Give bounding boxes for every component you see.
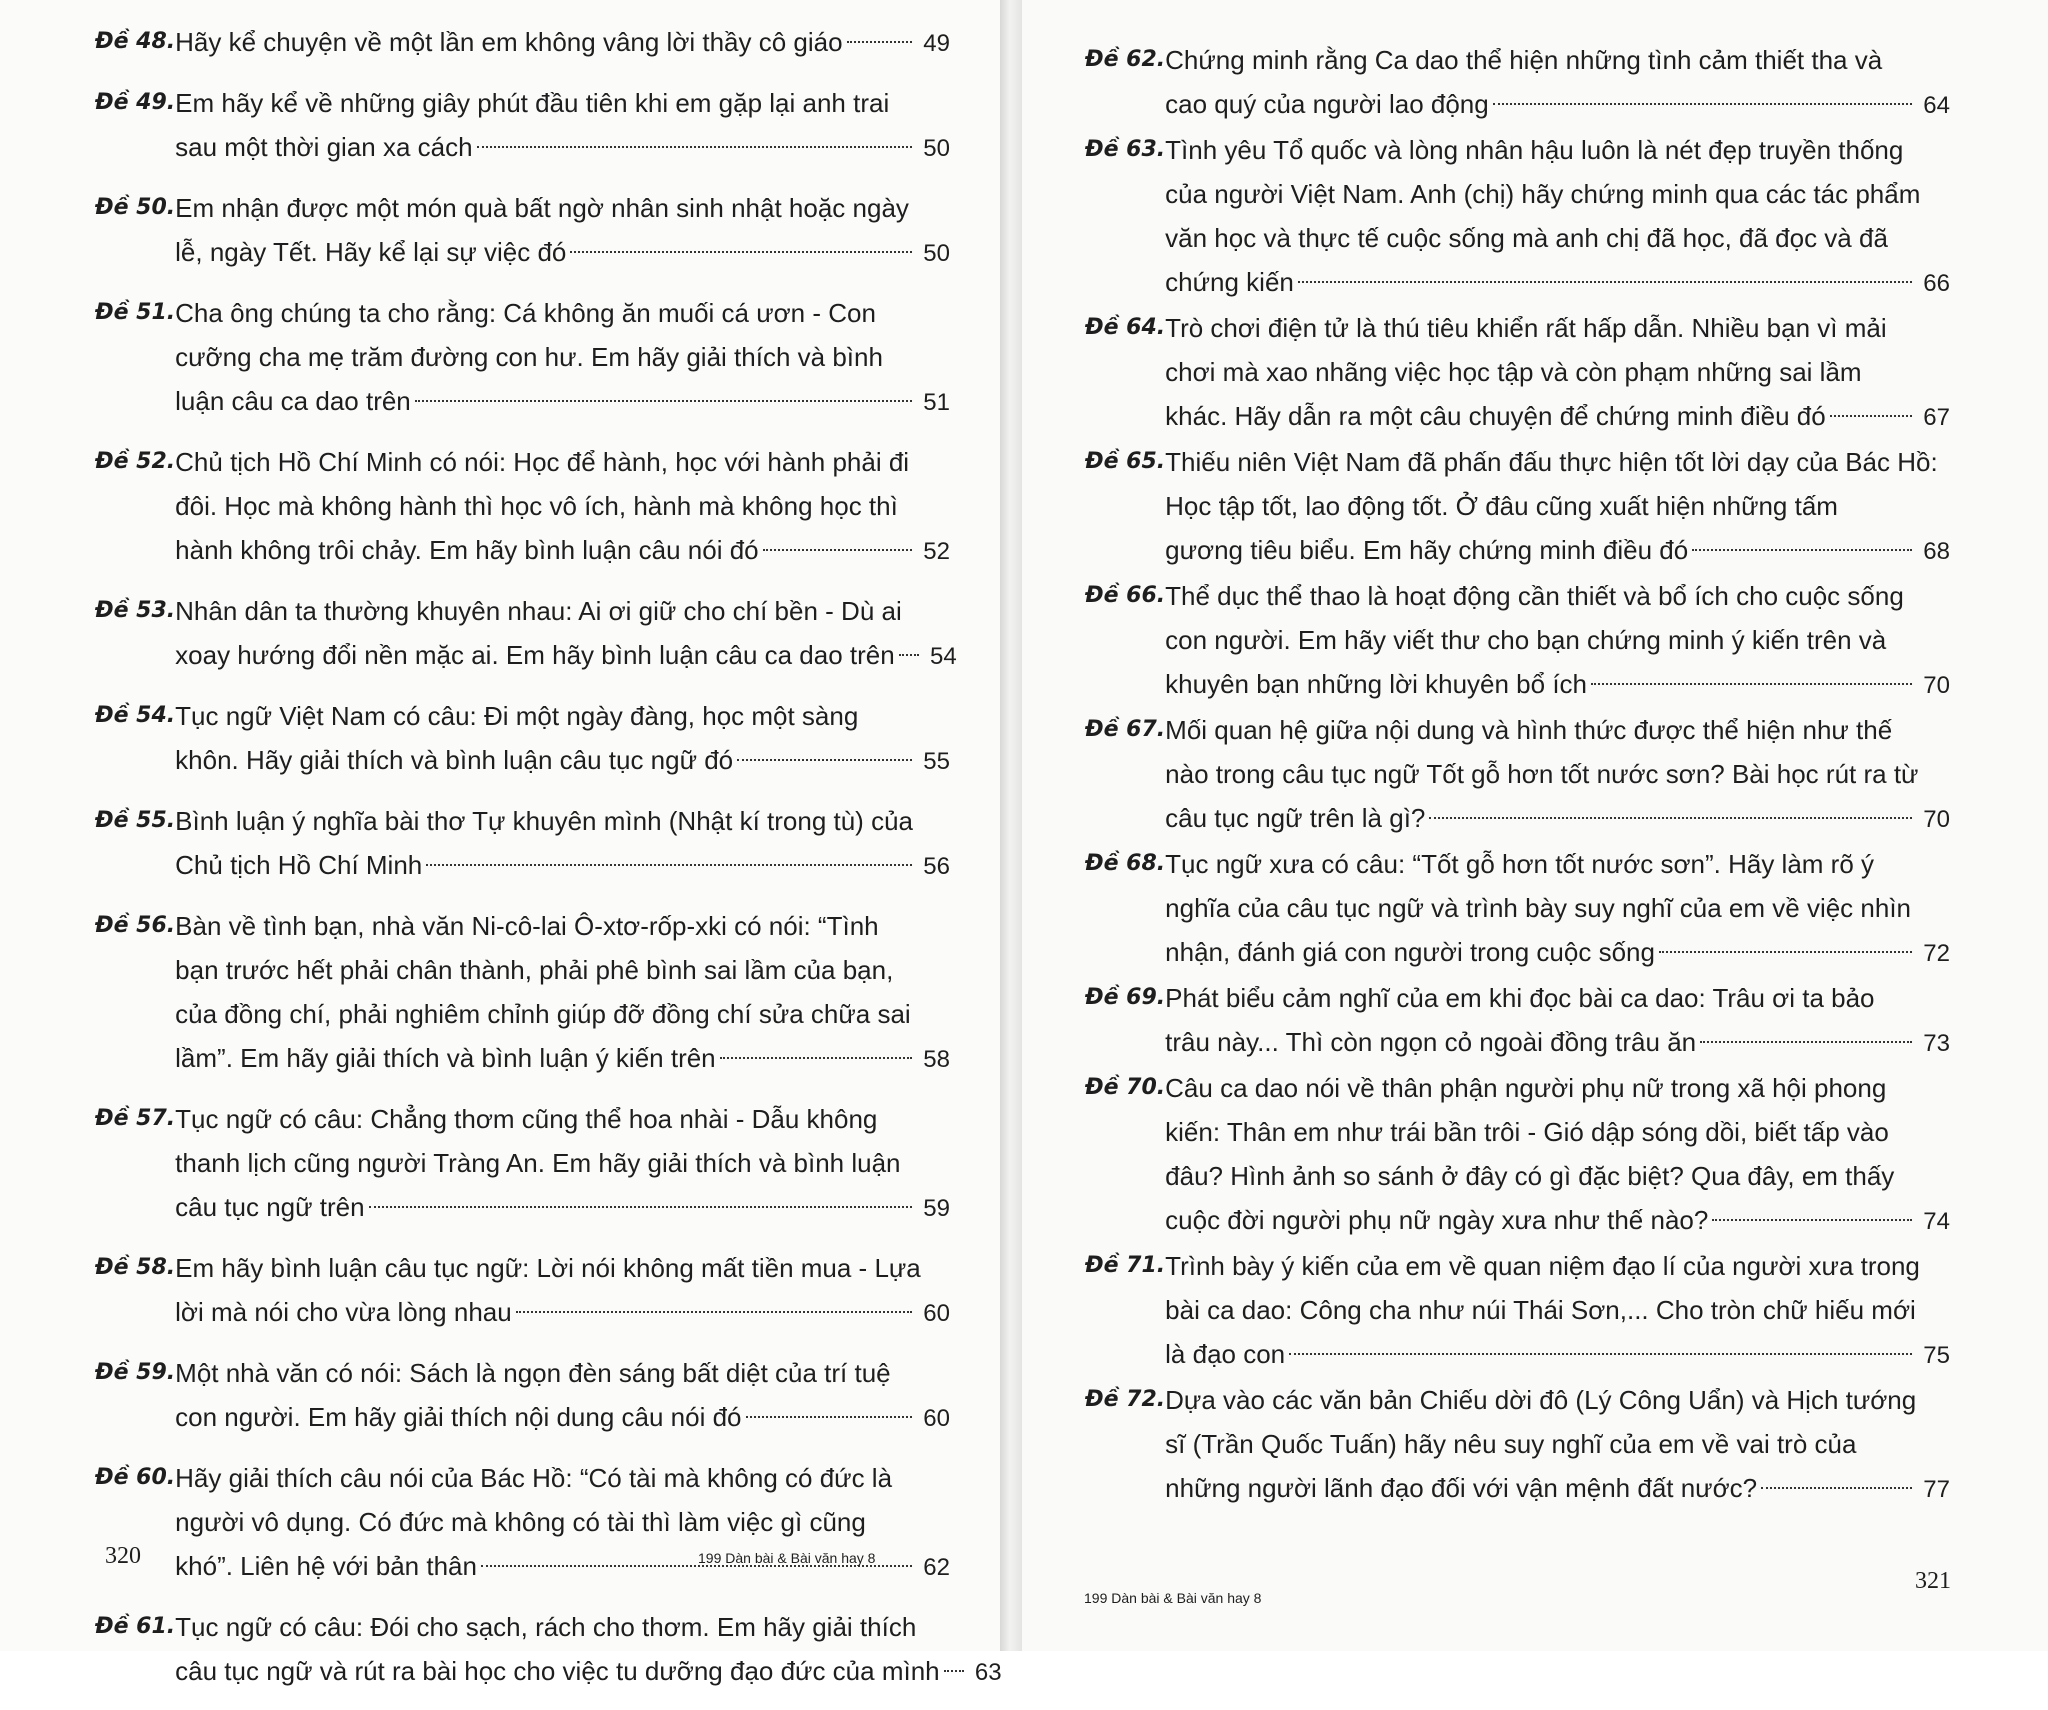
- entry-number: Đề 53.: [95, 598, 176, 623]
- entry-line: Bình luận ý nghĩa bài thơ Tự khuyên mình (Nhật kí trong tù) của: [175, 806, 913, 836]
- entry-number: Đề 72.: [1085, 1387, 1166, 1412]
- entry-text: [1165, 708, 1950, 842]
- toc-entry: [95, 904, 950, 1082]
- page-reference: 77: [1923, 1476, 1950, 1503]
- entry-last-line: [175, 20, 950, 66]
- entry-line: Mối quan hệ giữa nội dung và hình thức được thể hiện như thế: [1165, 715, 1893, 745]
- entry-number: Đề 68.: [1085, 851, 1166, 876]
- entry-last-text: câu tục ngữ trên là gì?: [1165, 803, 1426, 833]
- entry-last-text: trâu này... Thì còn ngọn cỏ ngoài đồng trâu ăn: [1165, 1027, 1697, 1057]
- entry-text: [175, 81, 950, 171]
- toc-list-right: [1085, 38, 1950, 1512]
- entry-last-text: lời mà nói cho vừa lòng nhau: [175, 1297, 512, 1327]
- toc-entry: [1085, 306, 1950, 440]
- entry-number: Đề 69.: [1085, 985, 1166, 1010]
- entry-last-text: câu tục ngữ và rút ra bài học cho việc tu dưỡng đạo đức của mình: [175, 1656, 940, 1686]
- entry-text: [175, 799, 950, 889]
- page-reference: 73: [1923, 1030, 1950, 1057]
- entry-line: Chủ tịch Hồ Chí Minh có nói: Học để hành, học với hành phải đi: [175, 447, 910, 477]
- entry-line: của người Việt Nam. Anh (chị) hãy chứng minh qua các tác phẩm: [1165, 179, 1921, 209]
- entry-last-line: [175, 1036, 950, 1082]
- page-reference: 52: [923, 538, 950, 565]
- entry-line: Học tập tốt, lao động tốt. Ở đâu cũng xuất hiện những tấm: [1165, 491, 1838, 521]
- entry-last-line: [1165, 528, 1950, 574]
- entry-text: [175, 589, 957, 679]
- entry-line: Tục ngữ có câu: Đói cho sạch, rách cho thơm. Em hãy giải thích: [175, 1612, 917, 1642]
- entry-line: Thiếu niên Việt Nam đã phấn đấu thực hiện tốt lời dạy của Bác Hồ:: [1165, 447, 1938, 477]
- dot-leader: [737, 759, 912, 761]
- page-reference: 70: [1923, 806, 1950, 833]
- entry-last-text: là đạo con: [1165, 1339, 1286, 1369]
- entry-text: [1165, 976, 1950, 1066]
- page-reference: 58: [923, 1046, 950, 1073]
- entry-last-text: khó”. Liên hệ với bản thân: [175, 1551, 477, 1581]
- entry-line: Dựa vào các văn bản Chiếu dời đô (Lý Công Uẩn) và Hịch tướng: [1165, 1385, 1917, 1415]
- entry-line: Câu ca dao nói về thân phận người phụ nữ trong xã hội phong: [1165, 1073, 1887, 1103]
- entry-line: Em hãy bình luận câu tục ngữ: Lời nói không mất tiền mua - Lựa: [175, 1253, 921, 1283]
- entry-text: [175, 1605, 1001, 1695]
- entry-last-text: hành không trôi chảy. Em hãy bình luận câu nói đó: [175, 535, 759, 565]
- toc-entry: [95, 589, 957, 679]
- entry-last-text: khôn. Hãy giải thích và bình luận câu tục ngữ đó: [175, 745, 734, 775]
- entry-number: Đề 58.: [95, 1255, 176, 1280]
- toc-entry: [95, 1246, 950, 1336]
- dot-leader: [369, 1206, 912, 1208]
- entry-line: chơi mà xao nhãng việc học tập và còn phạm những sai lầm: [1165, 357, 1862, 387]
- entry-number: Đề 61.: [95, 1614, 176, 1639]
- entry-number: Đề 66.: [1085, 583, 1166, 608]
- entry-last-line: [1165, 260, 1950, 306]
- entry-number: Đề 51.: [95, 300, 176, 325]
- entry-line: kiến: Thân em như trái bần trôi - Gió dập sóng dồi, biết tấp vào: [1165, 1117, 1889, 1147]
- entry-last-text: sau một thời gian xa cách: [175, 132, 473, 162]
- page-reference: 60: [923, 1405, 950, 1432]
- entry-text: [175, 904, 950, 1082]
- toc-entry: [95, 1097, 950, 1231]
- entry-last-line: [1165, 82, 1950, 128]
- page-reference: 67: [1923, 404, 1950, 431]
- dot-leader: [847, 41, 912, 43]
- entry-text: [1165, 574, 1950, 708]
- toc-entry: [1085, 976, 1950, 1066]
- entry-text: [175, 1456, 950, 1590]
- toc-entry: [1085, 1378, 1950, 1512]
- entry-number: Đề 50.: [95, 195, 176, 220]
- entry-last-line: [175, 1395, 950, 1441]
- entry-line: sĩ (Trần Quốc Tuấn) hãy nêu suy nghĩ của em về vai trò của: [1165, 1429, 1857, 1459]
- entry-last-text: Chủ tịch Hồ Chí Minh: [175, 850, 423, 880]
- entry-number: Đề 65.: [1085, 449, 1166, 474]
- entry-last-text: cuộc đời người phụ nữ ngày xưa như thế nào?: [1165, 1205, 1709, 1235]
- entry-text: [1165, 38, 1950, 128]
- dot-leader: [746, 1416, 912, 1418]
- page-reference: 54: [930, 643, 957, 670]
- page-reference: 59: [923, 1195, 950, 1222]
- page-reference: 62: [923, 1554, 950, 1581]
- entry-line: bạn trước hết phải chân thành, phải phê bình sai lầm của bạn,: [175, 955, 894, 985]
- entry-line: Trò chơi điện tử là thú tiêu khiển rất hấp dẫn. Nhiều bạn vì mải: [1165, 313, 1887, 343]
- entry-line: Chứng minh rằng Ca dao thể hiện những tình cảm thiết tha và: [1165, 45, 1883, 75]
- entry-number: Đề 57.: [95, 1106, 176, 1131]
- entry-last-text: những người lãnh đạo đối với vận mệnh đất nước?: [1165, 1473, 1758, 1503]
- dot-leader: [944, 1670, 964, 1672]
- page-reference: 49: [923, 30, 950, 57]
- entry-last-text: xoay hướng đổi nền mặc ai. Em hãy bình luận câu ca dao trên: [175, 640, 895, 670]
- entry-number: Đề 48.: [95, 29, 176, 54]
- entry-line: Trình bày ý kiến của em về quan niệm đạo lí của người xưa trong: [1165, 1251, 1920, 1281]
- toc-entry: [95, 1351, 950, 1441]
- entry-number: Đề 71.: [1085, 1253, 1166, 1278]
- toc-entry: [1085, 842, 1950, 976]
- entry-line: đâu? Hình ảnh so sánh ở đây có gì đặc biệt? Qua đây, em thấy: [1165, 1161, 1895, 1191]
- page-reference: 50: [923, 240, 950, 267]
- entry-text: [175, 1097, 950, 1231]
- dot-leader: [516, 1311, 912, 1313]
- page-reference: 70: [1923, 672, 1950, 699]
- page-number-right: 321: [1915, 1568, 1951, 1594]
- entry-line: thanh lịch cũng người Tràng An. Em hãy giải thích và bình luận: [175, 1148, 901, 1178]
- entry-line: văn học và thực tế cuộc sống mà anh chị đã học, đã đọc và đã: [1165, 223, 1888, 253]
- entry-line: người vô dụng. Có đức mà không có tài thì làm việc gì cũng: [175, 1507, 866, 1537]
- entry-last-text: lầm”. Em hãy giải thích và bình luận ý kiến trên: [175, 1043, 716, 1073]
- dot-leader: [1493, 103, 1912, 105]
- entry-text: [175, 1351, 950, 1441]
- toc-entry: [95, 799, 950, 889]
- entry-text: [175, 694, 950, 784]
- entry-last-text: cao quý của người lao động: [1165, 89, 1489, 119]
- entry-line: Tình yêu Tổ quốc và lòng nhân hậu luôn là nét đẹp truyền thống: [1165, 135, 1904, 165]
- dot-leader: [1298, 281, 1912, 283]
- entry-number: Đề 52.: [95, 449, 176, 474]
- entry-line: nào trong câu tục ngữ Tốt gỗ hơn tốt nước sơn? Bài học rút ra từ: [1165, 759, 1919, 789]
- entry-line: Phát biểu cảm nghĩ của em khi đọc bài ca dao: Trâu ơi ta bảo: [1165, 983, 1875, 1013]
- entry-last-line: [175, 379, 950, 425]
- entry-line: Cha ông chúng ta cho rằng: Cá không ăn muối cá ươn - Con: [175, 298, 876, 328]
- page-reference: 60: [923, 1300, 950, 1327]
- entry-text: [175, 440, 950, 574]
- dot-leader: [720, 1057, 912, 1059]
- entry-number: Đề 62.: [1085, 47, 1166, 72]
- entry-line: Tục ngữ có câu: Chẳng thơm cũng thể hoa nhài - Dẫu không: [175, 1104, 878, 1134]
- dot-leader: [1591, 683, 1912, 685]
- entry-text: [1165, 306, 1950, 440]
- entry-last-line: [175, 1290, 950, 1336]
- toc-list-left: [95, 20, 1002, 1710]
- running-title-right: 199 Dàn bài & Bài văn hay 8: [1084, 1590, 1262, 1606]
- page-reference: 55: [923, 748, 950, 775]
- entry-last-line: [175, 125, 950, 171]
- left-page: [0, 0, 1002, 1686]
- entry-text: [1165, 842, 1950, 976]
- book-gutter: [1000, 0, 1022, 1651]
- entry-line: cưỡng cha mẹ trăm đường con hư. Em hãy giải thích và bình: [175, 342, 883, 372]
- toc-entry: [95, 20, 950, 66]
- page-reference: 56: [923, 853, 950, 880]
- entry-last-text: câu tục ngữ trên: [175, 1192, 365, 1222]
- toc-entry: [95, 440, 950, 574]
- dot-leader: [570, 251, 912, 253]
- entry-number: Đề 67.: [1085, 717, 1166, 742]
- entry-last-line: [175, 843, 950, 889]
- dot-leader: [763, 549, 912, 551]
- dot-leader: [415, 400, 912, 402]
- entry-number: Đề 60.: [95, 1465, 176, 1490]
- entry-line: Em nhận được một món quà bất ngờ nhân sinh nhật hoặc ngày: [175, 193, 909, 223]
- entry-last-text: chứng kiến: [1165, 267, 1294, 297]
- entry-text: [1165, 1244, 1950, 1378]
- toc-entry: [1085, 1066, 1950, 1244]
- entry-last-text: Hãy kể chuyện về một lần em không vâng lời thầy cô giáo: [175, 27, 843, 57]
- entry-last-line: [175, 1185, 950, 1231]
- running-title-left: 199 Dàn bài & Bài văn hay 8: [698, 1550, 876, 1566]
- entry-last-line: [175, 230, 950, 276]
- dot-leader: [1289, 1353, 1912, 1355]
- dot-leader: [426, 864, 912, 866]
- page-reference: 68: [1923, 538, 1950, 565]
- page-reference: 51: [923, 389, 950, 416]
- toc-entry: [95, 1605, 1002, 1695]
- dot-leader: [1692, 549, 1912, 551]
- entry-last-line: [1165, 662, 1950, 708]
- toc-entry: [1085, 708, 1950, 842]
- dot-leader: [1761, 1487, 1912, 1489]
- toc-entry: [95, 81, 950, 171]
- page-reference: 63: [974, 1659, 1002, 1686]
- page-reference: 50: [923, 135, 950, 162]
- entry-text: [175, 1246, 950, 1336]
- entry-last-line: [1165, 796, 1950, 842]
- entry-text: [1165, 1066, 1950, 1244]
- entry-number: Đề 55.: [95, 808, 176, 833]
- toc-entry: [95, 1456, 950, 1590]
- entry-number: Đề 49.: [95, 90, 176, 115]
- entry-text: [1165, 440, 1950, 574]
- toc-entry: [1085, 128, 1950, 306]
- toc-entry: [95, 291, 950, 425]
- entry-line: đôi. Học mà không hành thì học vô ích, hành mà không học thì: [175, 491, 898, 521]
- dot-leader: [899, 654, 919, 656]
- entry-text: [175, 186, 950, 276]
- entry-last-text: nhận, đánh giá con người trong cuộc sống: [1165, 937, 1655, 967]
- toc-entry: [95, 186, 950, 276]
- entry-number: Đề 63.: [1085, 137, 1166, 162]
- entry-last-line: [1165, 394, 1950, 440]
- page-reference: 75: [1923, 1342, 1950, 1369]
- entry-last-line: [1165, 1020, 1950, 1066]
- entry-last-line: [1165, 1332, 1950, 1378]
- page-reference: 64: [1923, 92, 1950, 119]
- entry-line: Tục ngữ Việt Nam có câu: Đi một ngày đàng, học một sàng: [175, 701, 859, 731]
- entry-line: Thể dục thể thao là hoạt động cần thiết và bổ ích cho cuộc sống: [1165, 581, 1904, 611]
- toc-entry: [1085, 38, 1950, 128]
- entry-last-line: [175, 633, 957, 679]
- entry-last-text: khác. Hãy dẫn ra một câu chuyện để chứng minh điều đó: [1165, 401, 1826, 431]
- toc-entry: [95, 694, 950, 784]
- entry-last-line: [1165, 1466, 1950, 1512]
- entry-last-text: luận câu ca dao trên: [175, 386, 411, 416]
- page-reference: 74: [1923, 1208, 1950, 1235]
- dot-leader: [477, 146, 912, 148]
- toc-entry: [1085, 574, 1950, 708]
- entry-number: Đề 59.: [95, 1360, 176, 1385]
- entry-line: Hãy giải thích câu nói của Bác Hồ: “Có tài mà không có đức là: [175, 1463, 893, 1493]
- entry-number: Đề 70.: [1085, 1075, 1166, 1100]
- entry-line: bài ca dao: Công cha như núi Thái Sơn,... Cho tròn chữ hiếu mới: [1165, 1295, 1916, 1325]
- entry-text: [175, 291, 950, 425]
- entry-number: Đề 64.: [1085, 315, 1166, 340]
- entry-line: của đồng chí, phải nghiêm chỉnh giúp đỡ đồng chí sửa chữa sai: [175, 999, 911, 1029]
- entry-last-line: [175, 528, 950, 574]
- entry-line: con người. Em hãy viết thư cho bạn chứng minh ý kiến trên và: [1165, 625, 1887, 655]
- toc-entry: [1085, 440, 1950, 574]
- entry-last-line: [175, 1649, 1001, 1695]
- dot-leader: [1830, 415, 1912, 417]
- entry-last-line: [1165, 1198, 1950, 1244]
- entry-last-line: [175, 738, 950, 784]
- entry-text: [175, 20, 950, 66]
- page-reference: 66: [1923, 270, 1950, 297]
- entry-number: Đề 54.: [95, 703, 176, 728]
- entry-last-text: gương tiêu biểu. Em hãy chứng minh điều đó: [1165, 535, 1689, 565]
- entry-last-text: khuyên bạn những lời khuyên bổ ích: [1165, 669, 1588, 699]
- entry-number: Đề 56.: [95, 913, 176, 938]
- toc-entry: [1085, 1244, 1950, 1378]
- dot-leader: [1712, 1219, 1912, 1221]
- entry-line: Tục ngữ xưa có câu: “Tốt gỗ hơn tốt nước sơn”. Hãy làm rõ ý: [1165, 849, 1874, 879]
- entry-last-text: con người. Em hãy giải thích nội dung câu nói đó: [175, 1402, 742, 1432]
- entry-line: Một nhà văn có nói: Sách là ngọn đèn sáng bất diệt của trí tuệ: [175, 1358, 891, 1388]
- entry-line: Nhân dân ta thường khuyên nhau: Ai ơi giữ cho chí bền - Dù ai: [175, 596, 902, 626]
- dot-leader: [1700, 1041, 1912, 1043]
- dot-leader: [1429, 817, 1912, 819]
- page-reference: 72: [1923, 940, 1950, 967]
- entry-text: [1165, 1378, 1950, 1512]
- entry-last-text: lễ, ngày Tết. Hãy kể lại sự việc đó: [175, 237, 567, 267]
- entry-text: [1165, 128, 1950, 306]
- entry-line: Em hãy kể về những giây phút đầu tiên khi em gặp lại anh trai: [175, 88, 890, 118]
- dot-leader: [1659, 951, 1912, 953]
- entry-line: Bàn về tình bạn, nhà văn Ni-cô-lai Ô-xtơ-rốp-xki có nói: “Tình: [175, 911, 879, 941]
- entry-last-line: [1165, 930, 1950, 976]
- page-number-left: 320: [105, 1543, 141, 1569]
- entry-line: nghĩa của câu tục ngữ và trình bày suy nghĩ của em về việc nhìn: [1165, 893, 1912, 923]
